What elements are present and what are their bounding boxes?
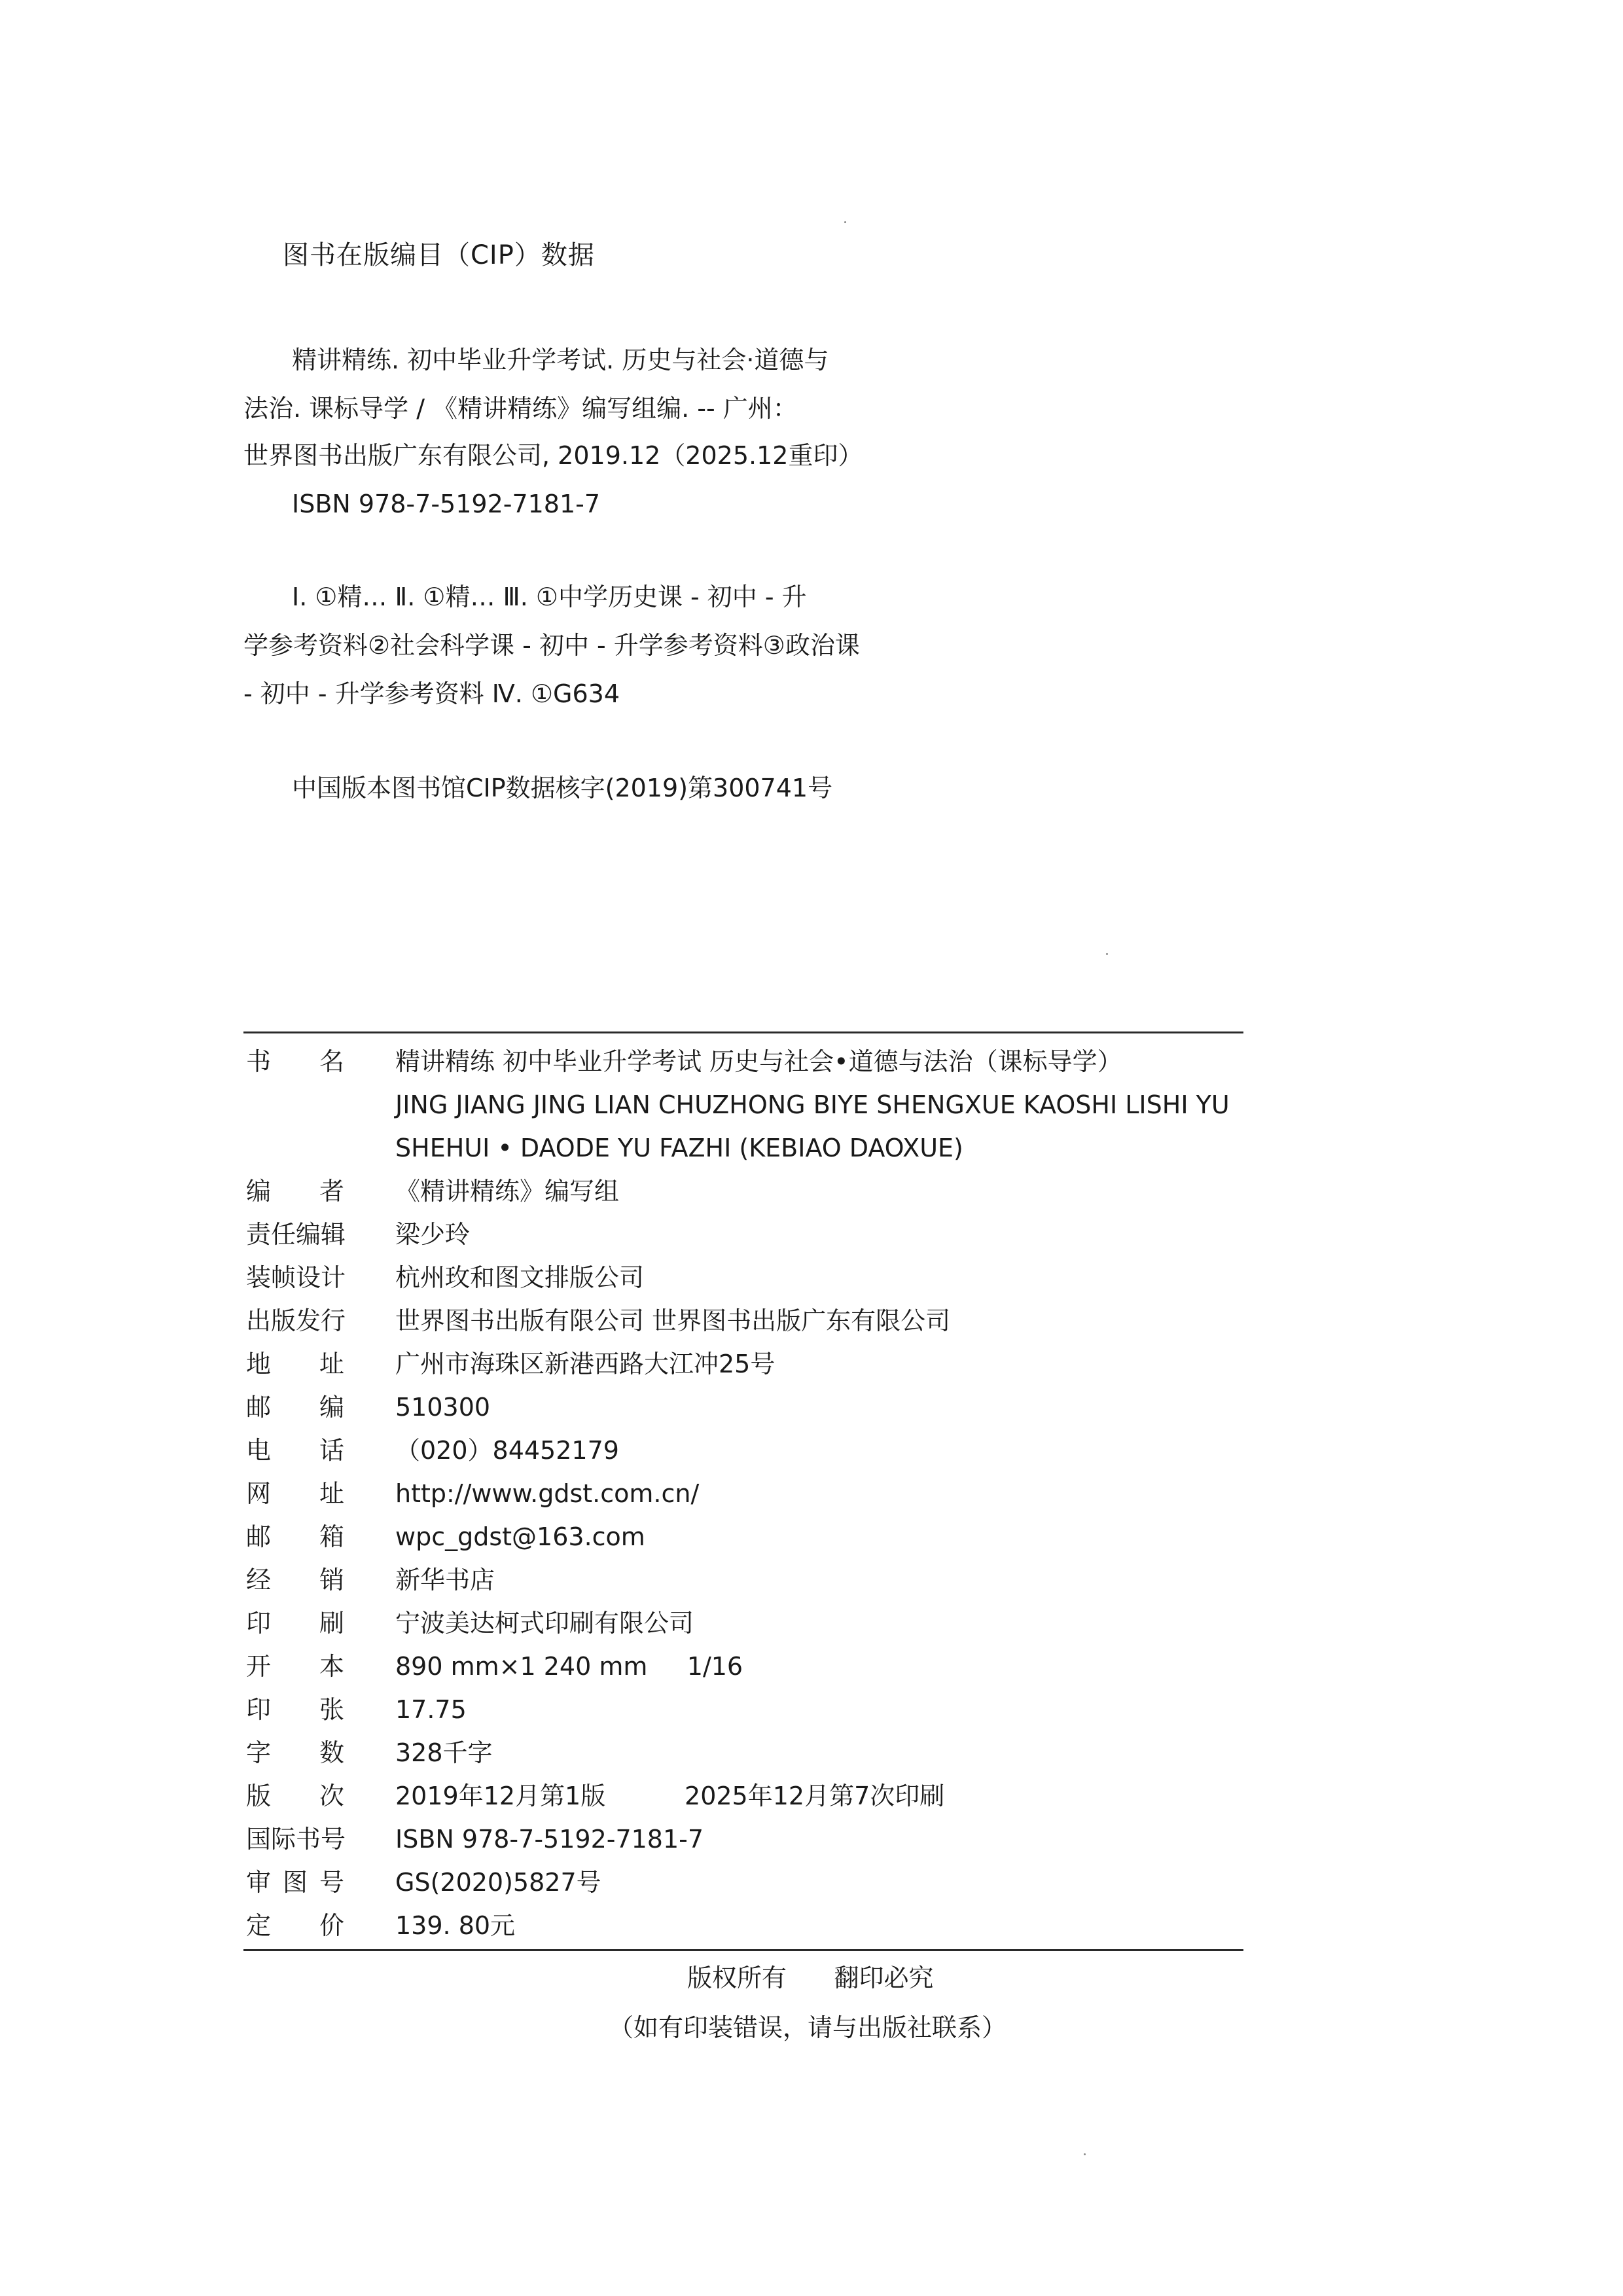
colophon-bottom-rule bbox=[243, 1949, 1243, 1951]
colophon-value: 广州市海珠区新港西路大江冲25号 bbox=[395, 1350, 776, 1378]
misprint-notice: （如有印装错误，请与出版社联系） bbox=[609, 2013, 1007, 2042]
cip-classification-line: Ⅰ. ①精… Ⅱ. ①精… Ⅲ. ①中学历史课 - 初中 - 升 bbox=[292, 583, 807, 611]
cip-record-number: 中国版本图书馆CIP数据核字(2019)第300741号 bbox=[292, 774, 833, 802]
colophon-label: 责任编辑 bbox=[246, 1220, 346, 1249]
cip-classification-line: 学参考资料②社会科学课 - 初中 - 升学参考资料③政治课 bbox=[243, 631, 860, 660]
scan-speck bbox=[844, 221, 846, 223]
colophon-label: 邮 箱 bbox=[246, 1522, 344, 1551]
colophon-label: 网 址 bbox=[246, 1479, 344, 1508]
colophon-label: 开 本 bbox=[246, 1652, 344, 1681]
colophon-value: ISBN 978-7-5192-7181-7 bbox=[395, 1825, 704, 1854]
colophon-label: 地 址 bbox=[246, 1350, 344, 1378]
colophon-label: 编 者 bbox=[246, 1177, 344, 1206]
colophon-label: 印 张 bbox=[246, 1695, 344, 1724]
colophon-label: 定 价 bbox=[246, 1911, 344, 1940]
colophon-value: 510300 bbox=[395, 1393, 491, 1422]
colophon-value: 《精讲精练》编写组 bbox=[395, 1177, 620, 1206]
colophon-label: 版 次 bbox=[246, 1782, 344, 1810]
colophon-value: 世界图书出版有限公司 世界图书出版广东有限公司 bbox=[395, 1306, 951, 1335]
colophon-value: 17.75 bbox=[395, 1695, 467, 1724]
colophon-value: 梁少玲 bbox=[395, 1220, 471, 1249]
colophon-label: 经 销 bbox=[246, 1566, 344, 1594]
colophon-value: GS(2020)5827号 bbox=[395, 1868, 601, 1897]
book-title-cn: 精讲精练 初中毕业升学考试 历史与社会•道德与法治（课标导学） bbox=[395, 1047, 1122, 1076]
colophon-value: 新华书店 bbox=[395, 1566, 495, 1594]
scan-speck bbox=[1084, 2153, 1086, 2155]
cip-isbn: ISBN 978-7-5192-7181-7 bbox=[292, 490, 601, 518]
cip-entry-line: 精讲精练. 初中毕业升学考试. 历史与社会·道德与 bbox=[292, 346, 829, 374]
colophon-value: http://www.gdst.com.cn/ bbox=[395, 1479, 700, 1508]
cip-entry-line: 法治. 课标导学 / 《精讲精练》编写组编. -- 广州： bbox=[243, 394, 798, 423]
colophon-label: 书 名 bbox=[246, 1047, 344, 1076]
cip-entry-line: 世界图书出版广东有限公司, 2019.12（2025.12重印） bbox=[243, 441, 863, 470]
colophon-label: 电 话 bbox=[246, 1436, 344, 1465]
colophon-label: 出版发行 bbox=[246, 1306, 346, 1335]
scan-speck bbox=[1106, 953, 1108, 955]
colophon-label: 印 刷 bbox=[246, 1609, 344, 1638]
colophon-value: 328千字 bbox=[395, 1738, 493, 1767]
colophon-label: 字 数 bbox=[246, 1738, 344, 1767]
colophon-label: 国际书号 bbox=[246, 1825, 346, 1854]
colophon-top-rule bbox=[243, 1031, 1243, 1033]
colophon-label: 审 图 号 bbox=[246, 1868, 344, 1897]
cip-classification-line: - 初中 - 升学参考资料 Ⅳ. ①G634 bbox=[243, 679, 620, 708]
colophon-value: 2019年12月第1版 2025年12月第7次印刷 bbox=[395, 1782, 945, 1810]
colophon-value: （020）84452179 bbox=[395, 1436, 619, 1465]
colophon-label: 邮 编 bbox=[246, 1393, 344, 1422]
colophon-value: wpc_gdst@163.com bbox=[395, 1522, 645, 1551]
colophon-value: 杭州玫和图文排版公司 bbox=[395, 1263, 645, 1292]
copyright-notice: 版权所有 翻印必究 bbox=[687, 1964, 934, 1992]
colophon-value: 139. 80元 bbox=[395, 1911, 516, 1940]
cip-title: 图书在版编目（CIP）数据 bbox=[283, 240, 595, 270]
colophon-value: 890 mm×1 240 mm 1/16 bbox=[395, 1652, 743, 1681]
colophon-label: 装帧设计 bbox=[246, 1263, 346, 1292]
colophon-value: 宁波美达柯式印刷有限公司 bbox=[395, 1609, 694, 1638]
